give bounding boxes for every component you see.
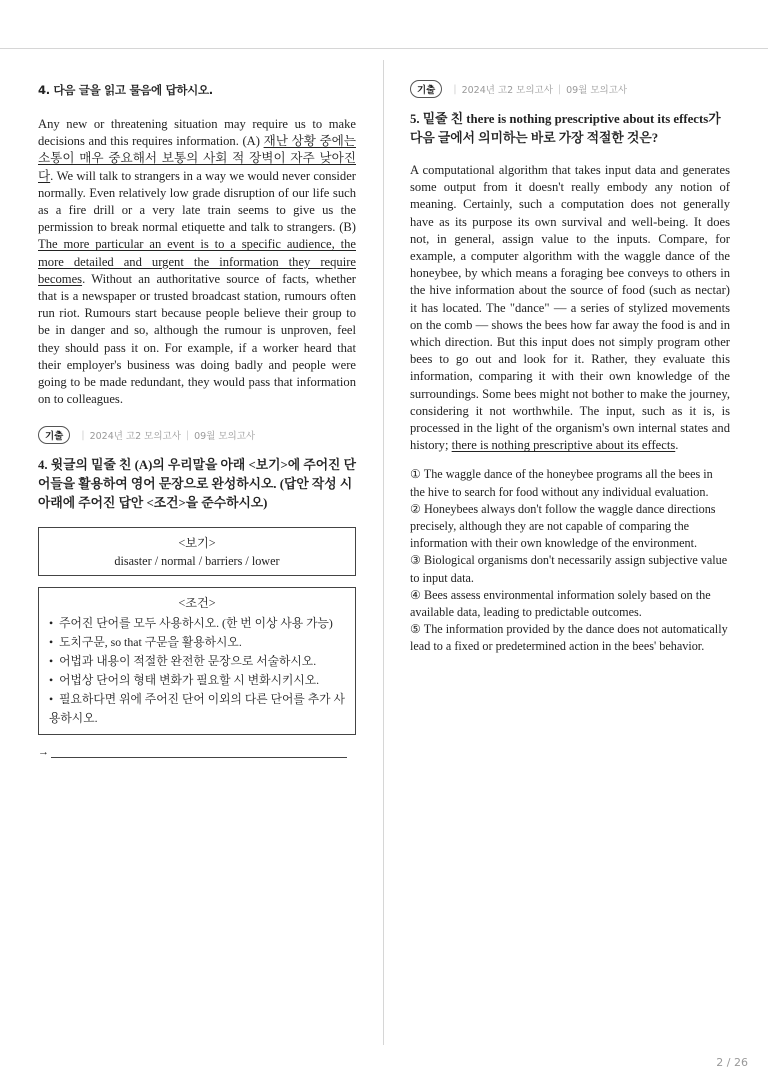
passage-text: . Without an authoritative source of facts, whether that is a newspaper or trusted broadcast station, rumours often run riot. Rumours start because people believe their group to be in danger and so, although the rumour is unproven, feel they should pass it on. For example, if a worker heard that their employer's business was doing badly and people were going to be made redundant, they would pass that information on to colleagues.: [38, 271, 356, 407]
answer-blank[interactable]: [51, 749, 347, 758]
condition-text: 필요하다면 위에 주어진 단어 이외의 다른 단어를 추가 사용하시오.: [49, 692, 345, 726]
reading-passage: [38, 116, 356, 408]
condition-item: [47, 633, 347, 652]
option-2[interactable]: ② Honeybees always don't follow the waggle dance directions precisely, although they are not capable of comparing the information with their own knowledge of the environment.: [410, 501, 716, 551]
answer-options: [410, 466, 730, 655]
condition-item: [47, 671, 347, 690]
option-1[interactable]: ① The waggle dance of the honeybee programs all the bees in the hive to search for food without any individual evaluation.: [410, 467, 713, 499]
source-badge: 기출: [38, 426, 70, 444]
bullet-icon: •: [49, 616, 54, 631]
condition-item: [47, 614, 347, 633]
source-label: [38, 426, 356, 444]
option-5[interactable]: ⑤ The information provided by the dance does not automatically lead to a fixed or predetermined action in the bees' behavior.: [410, 622, 728, 654]
bullet-icon: •: [49, 673, 54, 688]
bogi-box: [38, 527, 356, 576]
conditions-list: [47, 614, 347, 728]
right-column: [410, 80, 730, 656]
conditions-title: <조건>: [178, 596, 216, 611]
condition-item: [47, 652, 347, 671]
separator: |: [185, 429, 190, 441]
passage-text: .: [675, 438, 679, 453]
condition-text: 도치구문, so that 구문을 활용하시오.: [59, 635, 242, 650]
source-month: 09월 모의고사: [566, 85, 628, 96]
passage-text: . We will talk to strangers in a way we would never consider normally. Even relatively low grade disruption of our life such as a fire drill or a very late train seems to give us the permission to break normal etiquette and talk to strangers. (B): [38, 168, 356, 235]
bogi-title: <보기>: [178, 536, 216, 551]
option-4[interactable]: ④ Bees assess environmental information solely based on the available data, leading to predictable outcomes.: [410, 587, 711, 620]
condition-text: 어법과 내용이 적절한 완전한 문장으로 서술하시오.: [59, 654, 317, 669]
bogi-words: disaster / normal / barriers / lower: [114, 554, 280, 569]
left-column: [38, 80, 356, 758]
page-number: 2 / 26: [716, 1056, 748, 1069]
arrow-icon: →: [38, 746, 49, 759]
reading-passage: [410, 162, 730, 454]
bullet-icon: •: [49, 654, 54, 669]
condition-text: 어법상 단어의 형태 변화가 필요할 시 변화시키시오.: [59, 673, 320, 688]
source-badge: 기출: [410, 80, 442, 98]
source-year: 2024년 고2 모의고사: [89, 431, 181, 443]
source-month: 09월 모의고사: [194, 431, 256, 443]
answer-line: [38, 746, 356, 758]
bullet-icon: •: [49, 635, 54, 650]
passage-text: Any new or threatening situation may require us to make decisions and this requires information. (A): [38, 117, 356, 149]
question-4-title: 4. 윗글의 밑줄 친 (A)의 우리말을 아래 <보기>에 주어진 단어들을 활용하여 영어 문장으로 완성하시오. (답안 작성 시 아래에 주어진 답안 <조건>을 준수하시오): [38, 458, 356, 511]
condition-item: [47, 690, 347, 728]
option-3[interactable]: ③ Biological organisms don't necessarily assign subjective value to input data.: [410, 553, 728, 585]
header-divider: [0, 48, 768, 49]
bullet-icon: •: [49, 692, 54, 707]
column-divider: [383, 60, 384, 1045]
underlined-phrase-a: 재난 상황 중에는 소통이 매우 중요해서 보통의 사회 적 장벽이 자주 낮아진다: [38, 134, 356, 183]
separator: |: [453, 83, 457, 95]
separator: |: [81, 429, 85, 441]
source-year: 2024년 고2 모의고사: [461, 85, 553, 96]
separator: |: [557, 83, 562, 95]
question-4-heading: 4. 다음 글을 읽고 물음에 답하시오.: [38, 83, 213, 97]
underlined-phrase: there is nothing prescriptive about its effects: [451, 438, 676, 453]
condition-text: 주어진 단어를 모두 사용하시오. (한 번 이상 사용 가능): [59, 616, 333, 631]
conditions-box: [38, 587, 356, 735]
source-label: [410, 80, 730, 98]
question-5-title: 5. 밑줄 친 there is nothing prescriptive about its effects가 다음 글에서 의미하는 바로 가장 적절한 것은?: [410, 112, 721, 145]
underlined-phrase-b: The more particular an event is to a specific audience, the more detailed and urgent the information they require becomes: [38, 237, 356, 286]
passage-text: A computational algorithm that takes input data and generates some output from it doesn't really embody any notion of meaning. Certainly, such a computation does not generally have as its purpose its own survival and well-being. It does not, in general, assign value to the inputs. Compare, for example, a computer algorithm with the waggle dance of the honeybee, by which means a foraging bee conveys to others in the hive information about the source of food (such as nectar) it has located. The "dance" — a series of stylized movements on the comb — shows the bees how far away the food is and in which direction. But this input does not simply program other bees to go out and look for it. Rather, they evaluate this information, comparing it with their own knowledge of the surroundings. Some bees might not bother to make the journey, considering it not worthwhile. The input, such as it is, is processed in the light of the organism's own internal states and history;: [410, 163, 730, 453]
